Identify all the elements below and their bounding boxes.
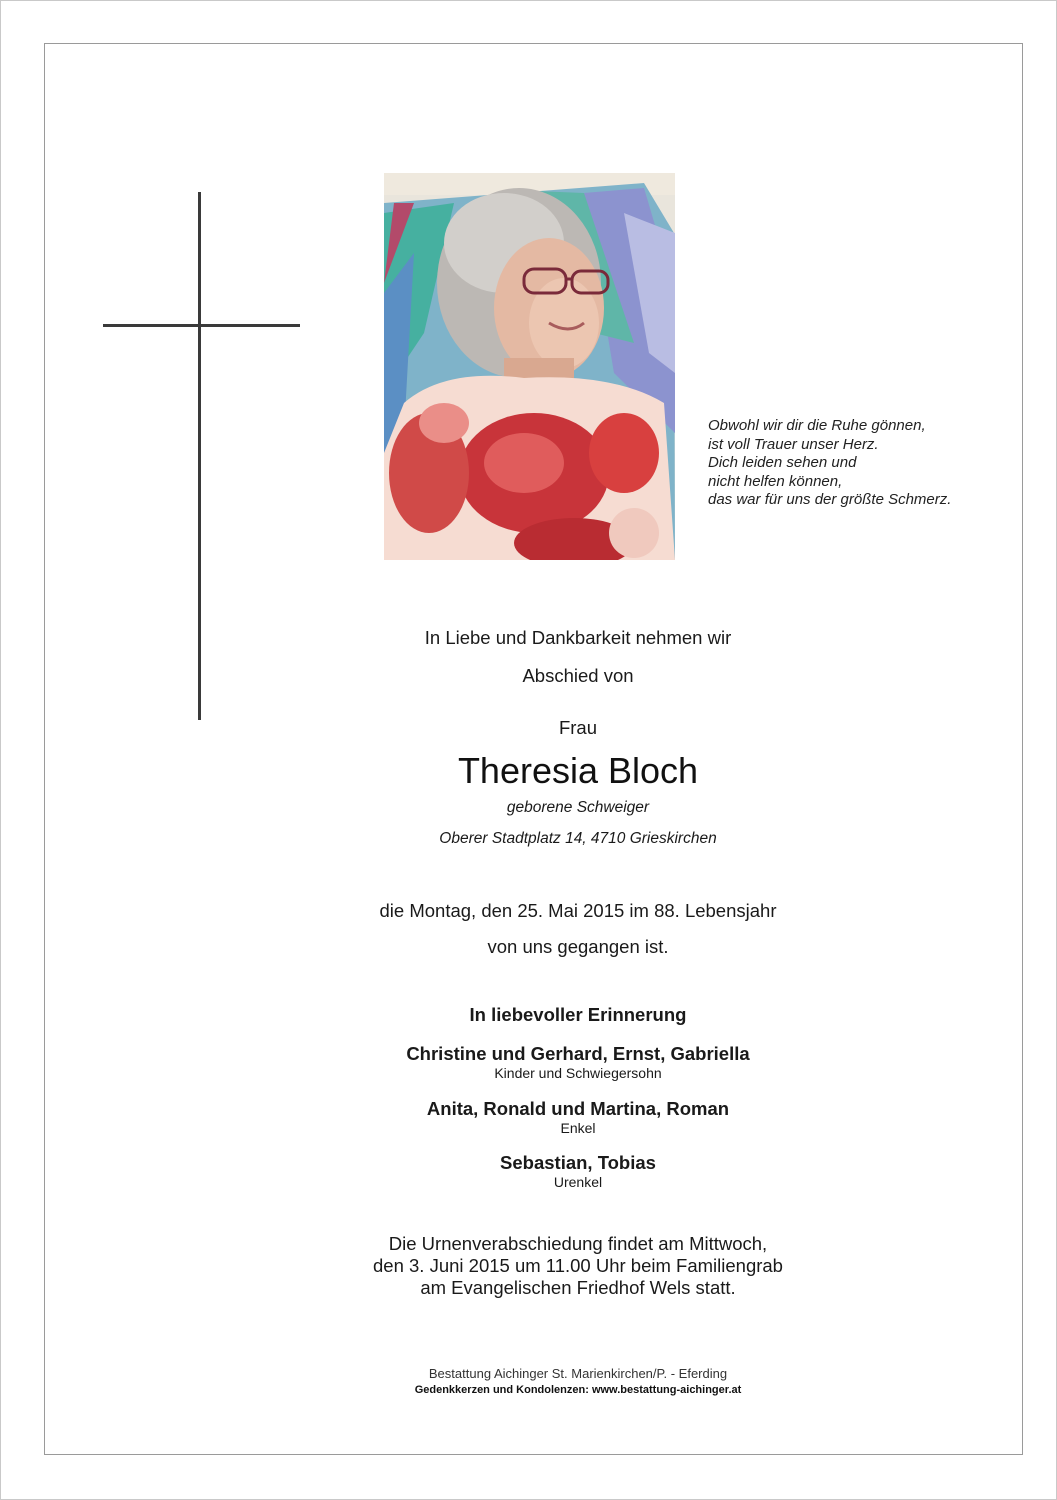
intro-line-2: Abschied von bbox=[522, 665, 634, 686]
death-line-1: die Montag, den 25. Mai 2015 im 88. Lebensjahr bbox=[379, 900, 777, 921]
deceased-name: Theresia Bloch bbox=[457, 750, 699, 791]
poem-line: das war für uns der größte Schmerz. bbox=[708, 491, 952, 508]
death-line-2: von uns gegangen ist. bbox=[487, 936, 669, 957]
poem-line: ist voll Trauer unser Herz. bbox=[708, 435, 879, 453]
salutation: Frau bbox=[558, 717, 598, 738]
poem bbox=[708, 417, 1028, 510]
cross-icon-vertical bbox=[198, 192, 201, 720]
address: Oberer Stadtplatz 14, 4710 Grieskirchen bbox=[439, 830, 717, 847]
poem-line: Dich leiden sehen und bbox=[708, 454, 857, 471]
mourner-relation: Urenkel bbox=[553, 1174, 603, 1190]
ceremony-line-1: Die Urnenverabschiedung findet am Mittwoch, bbox=[388, 1233, 768, 1254]
mourner-names: Sebastian, Tobias bbox=[500, 1152, 656, 1173]
ceremony-line-2: den 3. Juni 2015 um 11.00 Uhr beim Familiengrab bbox=[373, 1255, 783, 1276]
intro-line-1: In Liebe und Dankbarkeit nehmen wir bbox=[424, 627, 732, 648]
mourner-relation: Enkel bbox=[560, 1120, 596, 1136]
cross-icon-horizontal bbox=[103, 324, 300, 327]
mourner-names: Christine und Gerhard, Ernst, Gabriella bbox=[406, 1043, 750, 1064]
maiden-name: geborene Schweiger bbox=[506, 799, 650, 816]
mourner-relation: Kinder und Schwiegersohn bbox=[494, 1065, 662, 1081]
poem-line: Obwohl wir dir die Ruhe gönnen, bbox=[708, 417, 926, 434]
condolence-website: Gedenkkerzen und Kondolenzen: www.bestattung-aichinger.at bbox=[414, 1384, 742, 1396]
poem-line: nicht helfen können, bbox=[708, 472, 843, 490]
mourners-heading: In liebevoller Erinnerung bbox=[469, 1004, 687, 1025]
funeral-home-name: Bestattung Aichinger St. Marienkirchen/P. - Eferding bbox=[428, 1366, 728, 1381]
mourner-names: Anita, Ronald und Martina, Roman bbox=[426, 1098, 730, 1119]
ceremony-line-3: am Evangelischen Friedhof Wels statt. bbox=[420, 1277, 736, 1298]
portrait-photo bbox=[384, 173, 675, 560]
